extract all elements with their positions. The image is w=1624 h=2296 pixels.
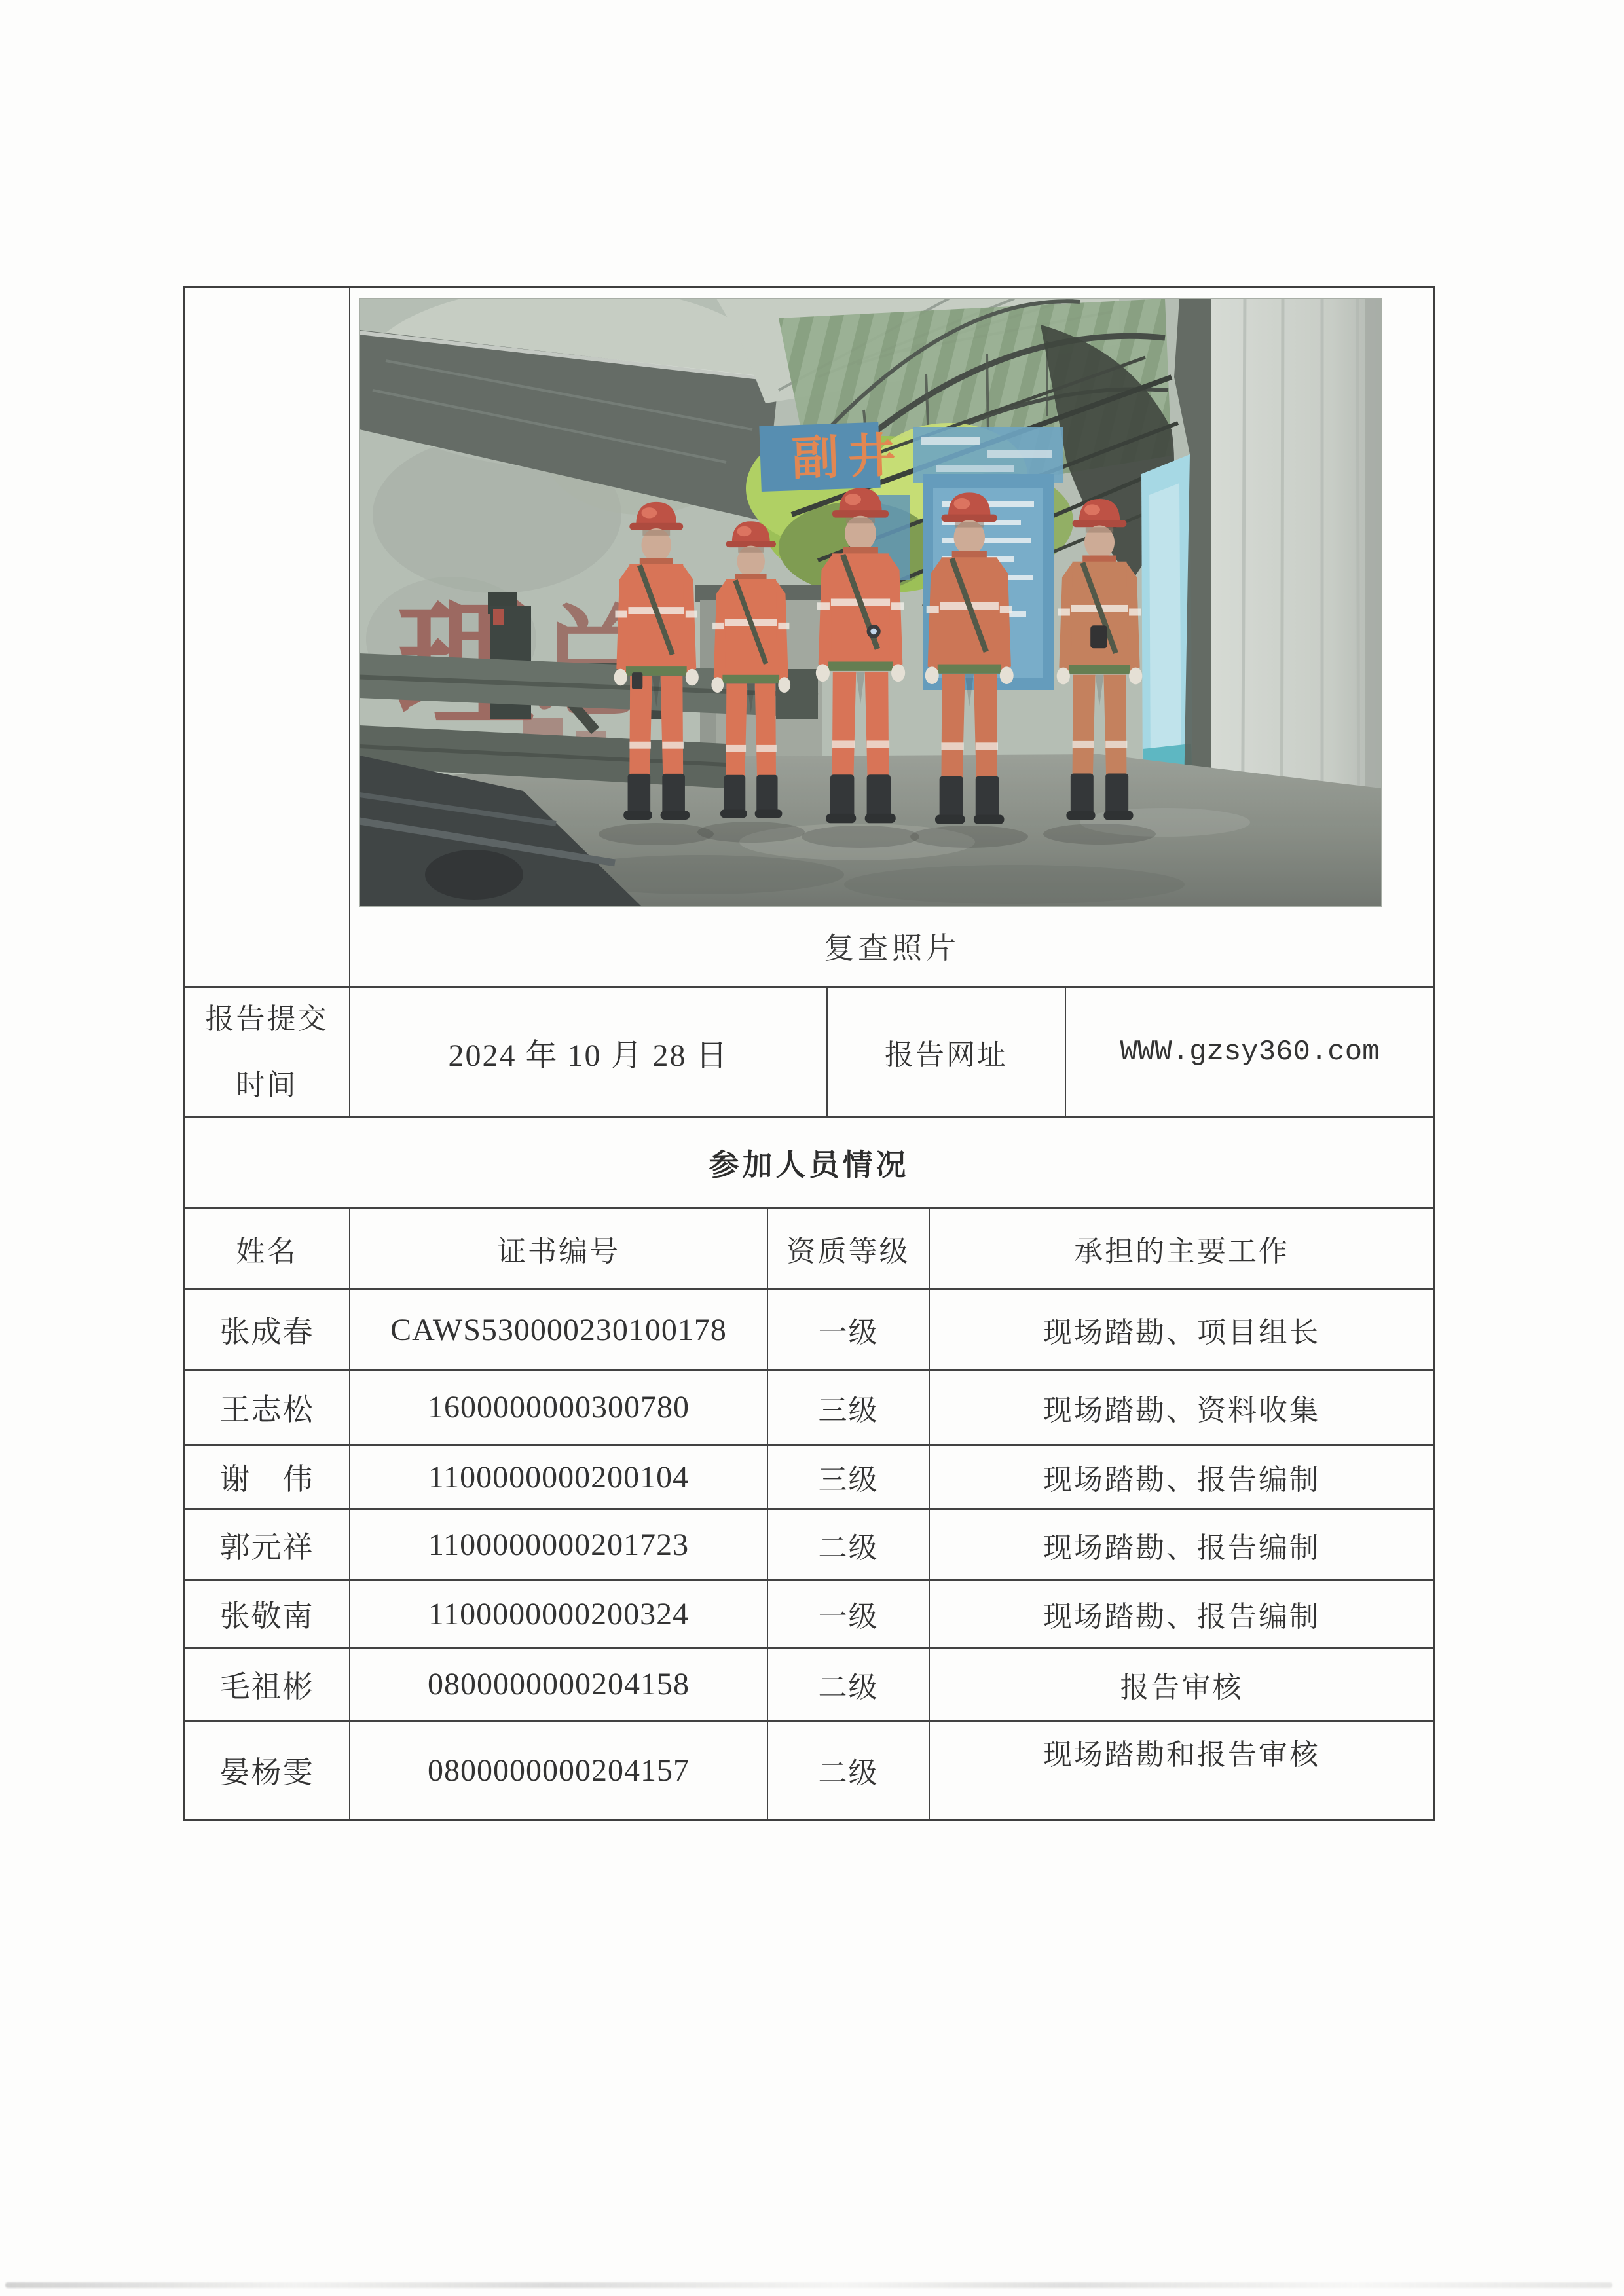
header-work-cell (929, 1209, 1433, 1288)
level-cell (767, 1722, 929, 1819)
work-cell (929, 1371, 1433, 1444)
person-level: 二级 (818, 1531, 879, 1564)
photo-caption-band (350, 906, 1433, 986)
person-work: 现场踏勘、报告编制 (1043, 1601, 1320, 1633)
report-table (183, 286, 1435, 1821)
person-level: 三级 (818, 1464, 879, 1496)
report-submission-row (185, 986, 1433, 1116)
photo-row-stub-cell (185, 288, 349, 986)
person-level: 二级 (818, 1671, 879, 1704)
section-title: 参加人员情况 (709, 1148, 910, 1182)
name-cell (185, 1581, 349, 1647)
person-cert: 0800000000204157 (428, 1753, 690, 1788)
section-title-row (185, 1116, 1433, 1207)
personnel-row (185, 1508, 1433, 1579)
person-name: 张成春 (219, 1315, 314, 1349)
name-cell (185, 1290, 349, 1369)
person-name: 郭元祥 (219, 1530, 314, 1564)
name-cell (185, 1371, 349, 1444)
name-cell (185, 1722, 349, 1819)
person-work: 现场踏勘、资料收集 (1043, 1394, 1320, 1427)
mine-entrance-photo-illustration (360, 299, 1381, 906)
header-cert-cell (349, 1209, 767, 1288)
person-work: 报告审核 (1120, 1671, 1244, 1704)
header-work: 承担的主要工作 (1074, 1235, 1289, 1267)
person-work: 现场踏勘、项目组长 (1043, 1317, 1320, 1349)
person-work: 现场踏勘、报告编制 (1043, 1464, 1320, 1496)
person-level: 一级 (818, 1317, 879, 1349)
report-url-cell (1065, 988, 1433, 1116)
person-cert: CAWS530000230100178 (390, 1312, 727, 1347)
cert-cell (349, 1649, 767, 1720)
person-cert: 1100000000200324 (428, 1596, 690, 1631)
photo-row (185, 288, 1433, 986)
cert-cell (349, 1371, 767, 1444)
personnel-row (185, 1720, 1433, 1819)
name-cell (185, 1649, 349, 1720)
report-date-cell (349, 988, 826, 1116)
scan-artifact-smudge (5, 2282, 1612, 2288)
work-cell (929, 1649, 1433, 1720)
person-name: 张敬南 (219, 1599, 314, 1633)
person-name: 晏杨雯 (219, 1756, 314, 1789)
work-cell (929, 1446, 1433, 1508)
person-cert: 1100000000201723 (428, 1527, 690, 1562)
scan-tint-overlay (360, 299, 1381, 906)
personnel-row (185, 1647, 1433, 1720)
report-url-label-cell (826, 988, 1065, 1116)
person-name: 毛祖彬 (219, 1669, 314, 1704)
cert-cell (349, 1510, 767, 1579)
work-cell (929, 1510, 1433, 1579)
section-title-cell (185, 1118, 1433, 1207)
personnel-row (185, 1444, 1433, 1508)
photo-caption: 复查照片 (824, 932, 960, 965)
level-cell (767, 1510, 929, 1579)
cert-cell (349, 1446, 767, 1508)
person-level: 一级 (818, 1601, 879, 1633)
work-cell (929, 1290, 1433, 1369)
report-url-label: 报告网址 (885, 1039, 1008, 1071)
person-cert: 1600000000300780 (428, 1390, 690, 1425)
report-time-label-line1: 报告提交 (205, 1002, 329, 1035)
person-level: 二级 (818, 1757, 879, 1789)
cert-cell (349, 1722, 767, 1819)
personnel-row (185, 1288, 1433, 1369)
level-cell (767, 1371, 929, 1444)
work-cell (929, 1722, 1433, 1819)
work-cell (929, 1581, 1433, 1647)
header-level: 资质等级 (786, 1235, 910, 1267)
person-cert: 1100000000200104 (428, 1459, 690, 1495)
person-level: 三级 (818, 1394, 879, 1427)
report-time-label-cell (185, 988, 349, 1116)
cert-cell (349, 1290, 767, 1369)
level-cell (767, 1290, 929, 1369)
report-url: WWW.gzsy360.com (1120, 1036, 1380, 1068)
header-name-cell (185, 1209, 349, 1288)
level-cell (767, 1649, 929, 1720)
header-cert: 证书编号 (497, 1235, 620, 1267)
person-name: 王志松 (219, 1393, 314, 1427)
person-cert: 0800000000204158 (428, 1667, 690, 1702)
name-cell (185, 1510, 349, 1579)
site-review-photo (360, 299, 1381, 906)
photo-cell (349, 288, 1433, 986)
report-date: 2024 年 10 月 28 日 (448, 1038, 729, 1073)
header-level-cell (767, 1209, 929, 1288)
level-cell (767, 1581, 929, 1647)
banner-text: 副井 (790, 429, 906, 486)
name-cell (185, 1446, 349, 1508)
level-cell (767, 1446, 929, 1508)
header-name: 姓名 (236, 1235, 298, 1267)
cert-cell (349, 1581, 767, 1647)
person-name: 谢 伟 (219, 1463, 314, 1496)
personnel-row (185, 1579, 1433, 1647)
report-time-label-line2: 时间 (236, 1069, 298, 1101)
personnel-header-row (185, 1207, 1433, 1288)
personnel-row (185, 1369, 1433, 1444)
person-work: 现场踏勘和报告审核 (1043, 1739, 1320, 1771)
person-work: 现场踏勘、报告编制 (1043, 1531, 1320, 1564)
